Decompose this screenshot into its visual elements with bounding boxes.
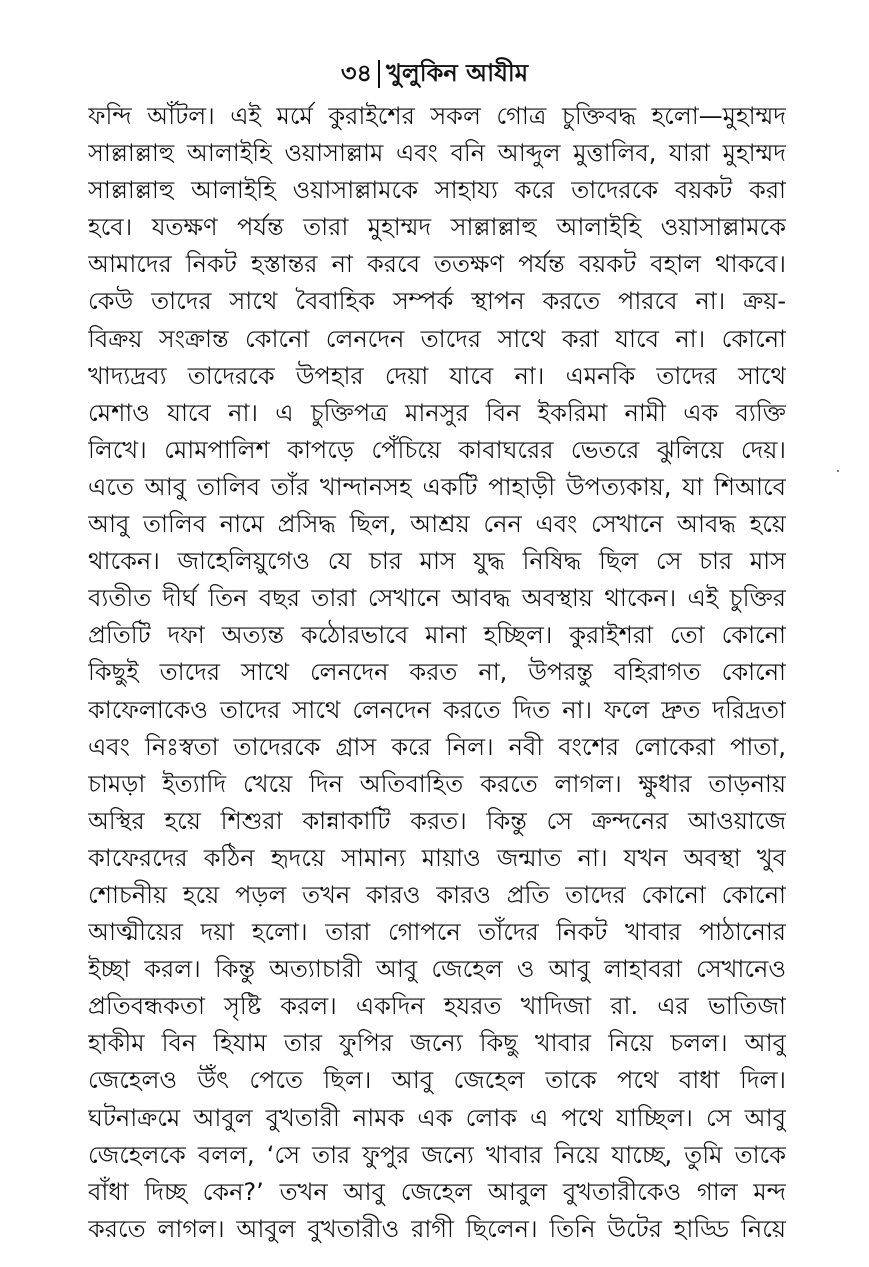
text-line: চামড়া ইত্যাদি খেয়ে দিন অতিবাহিত করতে লাগল। ক্ষুধার তাড়নায় — [88, 769, 786, 798]
text-line: জেহেলকে বলল, ‘সে তার ফুপুর জন্যে খাবার নিয়ে যাচ্ছে, তুমি তাকে — [88, 1140, 786, 1169]
text-line: মেশাও যাবে না। এ চুক্তিপত্র মানসুর বিন ইকরিমা নামী এক ব্যক্তি — [88, 398, 786, 427]
text-line: এতে আবু তালিব তাঁর খান্দানসহ একটি পাহাড়ী উপত্যকায়, যা শিআবে — [88, 472, 786, 501]
text-line: ঘটনাক্রমে আবুল বুখতারী নামক এক লোক এ পথে যাচ্ছিল। সে আবু — [88, 1103, 786, 1132]
text-line: প্রতিটি দফা অত্যন্ত কঠোরভাবে মানা হচ্ছিল। কুরাইশরা তো কোনো — [88, 621, 786, 650]
text-line: সাল্লাল্লাহু আলাইহি ওয়াসাল্লামকে সাহায্য করে তাদেরকে বয়কট করা — [88, 176, 786, 205]
text-line: আত্মীয়ের দয়া হলো। তারা গোপনে তাঁদের নিকট খাবার পাঠানোর — [88, 918, 786, 947]
header-divider — [378, 60, 380, 88]
text-line: বিক্রয় সংক্রান্ত কোনো লেনদেন তাদের সাথে করা যাবে না। কোনো — [88, 324, 786, 353]
margin-speck — [837, 470, 839, 472]
text-line: শোচনীয় হয়ে পড়ল তখন কারও কারও প্রতি তাদের কোনো কোনো — [88, 880, 786, 909]
text-line: আমাদের নিকট হস্তান্তর না করবে ততক্ষণ পর্যন্ত বয়কট বহাল থাকবে। — [88, 250, 786, 279]
text-line: হবে। যতক্ষণ পর্যন্ত তারা মুহাম্মদ সাল্লাল্লাহু আলাইহি ওয়াসাল্লামকে — [88, 213, 786, 242]
text-line: করতে লাগল। আবুল বুখতারীও রাগী ছিলেন। তিনি উটের হাড্ডি নিয়ে — [88, 1214, 786, 1243]
text-line: আবু তালিব নামে প্রসিদ্ধ ছিল, আশ্রয় নেন এবং সেখানে আবদ্ধ হয়ে — [88, 510, 786, 539]
page-number: ৩৪ — [340, 59, 373, 87]
text-line: সাল্লাল্লাহু আলাইহি ওয়াসাল্লাম এবং বনি আব্দুল মুত্তালিব, যারা মুহাম্মদ — [88, 139, 786, 168]
text-line: বাঁধা দিচ্ছ কেন?’ তখন আবু জেহেল আবুল বুখতারীকেও গাল মন্দ — [88, 1177, 786, 1206]
text-line: হাকীম বিন হিযাম তার ফুপির জন্যে কিছু খাবার নিয়ে চলল। আবু — [88, 1029, 786, 1058]
text-line: কাফেলাকেও তাদের সাথে লেনদেন করতে দিত না। ফলে দ্রুত দরিদ্রতা — [88, 695, 786, 724]
text-line: এবং নিঃস্বতা তাদেরকে গ্রাস করে নিল। নবী বংশের লোকেরা পাতা, — [88, 732, 786, 761]
text-line: থাকেন। জাহেলিয়ুগেও যে চার মাস যুদ্ধ নিষিদ্ধ ছিল সে চার মাস — [88, 547, 786, 576]
text-line: লিখে। মোমপালিশ কাপড়ে পেঁচিয়ে কাবাঘরের ভেতরে ঝুলিয়ে দেয়। — [88, 435, 786, 464]
text-line: ফন্দি আঁটল। এই মর্মে কুরাইশের সকল গোত্র চুক্তিবদ্ধ হলো—মুহাম্মদ — [88, 102, 786, 130]
text-line: প্রতিবন্ধকতা সৃষ্টি করল। একদিন হযরত খাদিজা রা. এর ভাতিজা — [88, 992, 786, 1021]
text-line: কেউ তাদের সাথে বৈবাহিক সম্পর্ক স্থাপন করতে পারবে না। ক্রয়- — [88, 287, 786, 316]
text-line: খাদ্যদ্রব্য তাদেরকে উপহার দেয়া যাবে না। এমনকি তাদের সাথে — [88, 361, 786, 390]
text-line: ইচ্ছা করল। কিন্তু অত্যাচারী আবু জেহেল ও আবু লাহাবরা সেখানেও — [88, 955, 786, 984]
book-title: খুলুকিন আযীম — [386, 59, 529, 87]
text-line: জেহেলও উঁৎ পেতে ছিল। আবু জেহেল তাকে পথে বাধা দিল। — [88, 1066, 786, 1095]
text-line: ব্যতীত দীর্ঘ তিন বছর তারা সেখানে আবদ্ধ অবস্থায় থাকেন। এই চুক্তির — [88, 584, 786, 613]
running-header — [0, 56, 869, 90]
body-text — [88, 98, 786, 1248]
text-line: অস্থির হয়ে শিশুরা কান্নাকাটি করত। কিন্তু সে ক্রন্দনের আওয়াজে — [88, 806, 786, 835]
text-line: কাফেরদের কঠিন হৃদয়ে সামান্য মায়াও জন্মাত না। যখন অবস্থা খুব — [88, 843, 786, 872]
text-line: কিছুই তাদের সাথে লেনদেন করত না, উপরন্তু বহিরাগত কোনো — [88, 658, 786, 687]
